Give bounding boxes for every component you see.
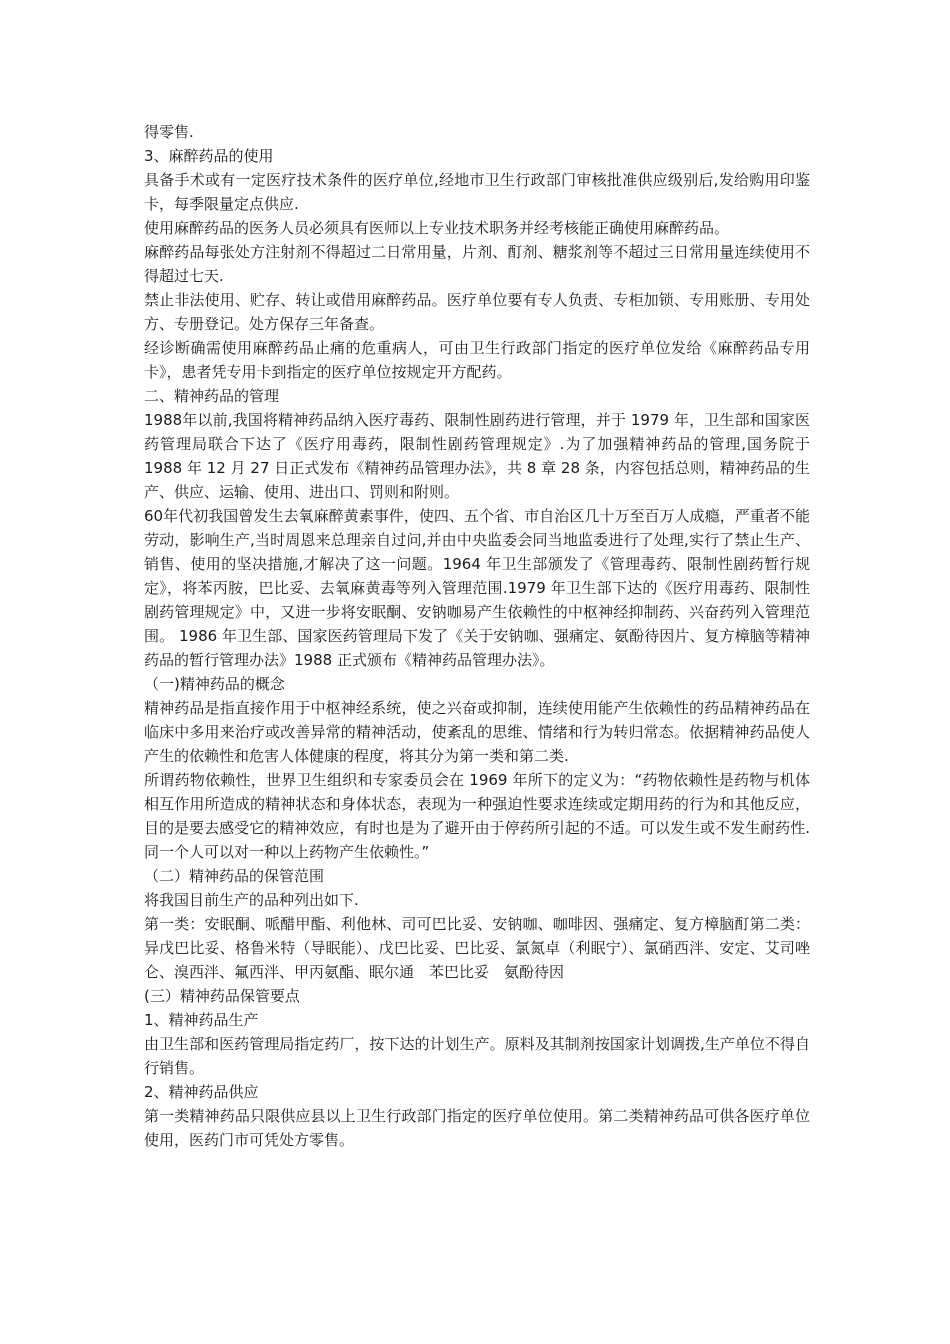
section-heading: 3、麻醉药品的使用: [144, 147, 274, 165]
body-paragraph: 麻醉药品每张处方注射剂不得超过二日常用量，片剂、酊剂、糖浆剂等不超过三日常用量连续使用不得超过七天.: [144, 243, 810, 285]
document-body: [144, 120, 810, 1152]
body-paragraph: 禁止非法使用、贮存、转让或借用麻醉药品。医疗单位要有专人负责、专柜加锁、专用账册、专用处方、专册登记。处方保存三年备查。: [144, 291, 810, 333]
body-paragraph: 第一类精神药品只限供应县以上卫生行政部门指定的医疗单位使用。第二类精神药品可供各医疗单位使用，医药门市可凭处方零售。: [144, 1107, 810, 1149]
section-heading: (三）精神药品保管要点: [144, 987, 300, 1005]
section-heading: （二）精神药品的保管范围: [144, 867, 325, 885]
section-heading: （一)精神药品的概念: [144, 675, 285, 693]
body-paragraph: 得零售.: [144, 123, 194, 141]
section-heading: 2、精神药品供应: [144, 1083, 259, 1101]
body-paragraph: 具备手术或有一定医疗技术条件的医疗单位,经地市卫生行政部门审核批准供应级别后,发给购用印鉴卡，每季限量定点供应.: [144, 171, 810, 213]
body-paragraph: 使用麻醉药品的医务人员必须具有医师以上专业技术职务并经考核能正确使用麻醉药品。: [144, 219, 730, 237]
body-paragraph: 1988年以前,我国将精神药品纳入医疗毒药、限制性剧药进行管理，并于 1979 年，卫生部和国家医药管理局联合下达了《医疗用毒药，限制性剧药管理规定》.为了加强精神药品的管理,国务院于 1988 年 12 月 27 日正式发布《精神药品管理办法》，共 8 章 28 条，内容包括总则，精神药品的生产、供应、运输、使用、进出口、罚则和附则。: [144, 411, 810, 501]
body-paragraph: 所谓药物依赖性，世界卫生组织和专家委员会在 1969 年所下的定义为：“药物依赖性是药物与机体相互作用所造成的精神状态和身体状态，表现为一种强迫性要求连续或定期用药的行为和其他反应，目的是要去感受它的精神效应，有时也是为了避开由于停药所引起的不适。可以发生或不发生耐药性.同一个人可以对一种以上药物产生依赖性。”: [144, 771, 810, 861]
body-paragraph: 60年代初我国曾发生去氧麻醉黄素事件，使四、五个省、市自治区几十万至百万人成瘾，严重者不能劳动，影响生产,当时周恩来总理亲自过问,并由中央监委会同当地监委进行了处理,实行了禁止生产、销售、使用的坚决措施,才解决了这一问题。1964 年卫生部颁发了《管理毒药、限制性剧药暂行规定》，将苯丙胺，巴比妥、去氧麻黄毒等列入管理范围.1979 年卫生部下达的《医疗用毒药、限制性剧药管理规定》中，又进一步将安眠酮、安钠咖易产生依赖性的中枢神经抑制药、兴奋药列入管理范围。 1986 年卫生部、国家医药管理局下发了《关于安钠咖、强痛定、氨酚待因片、复方樟脑等精神药品的暂行管理办法》1988 正式颁布《精神药品管理办法》。: [144, 507, 810, 669]
section-heading: 二、精神药品的管理: [144, 387, 280, 405]
body-paragraph: 经诊断确需使用麻醉药品止痛的危重病人，可由卫生行政部门指定的医疗单位发给《麻醉药品专用卡》，患者凭专用卡到指定的医疗单位按规定开方配药。: [144, 339, 810, 381]
body-paragraph: 将我国目前生产的品种列出如下.: [144, 891, 359, 909]
body-paragraph: 第一类：安眠酮、哌醋甲酯、利他林、司可巴比妥、安钠咖、咖啡因、强痛定、复方樟脑酊第二类：异戊巴比妥、格鲁米特（导眠能）、戊巴比妥、巴比妥、氯氮卓（利眠宁）、氯硝西泮、安定、艾司唑仑、溴西泮、氟西泮、甲丙氨酯、眠尔通 苯巴比妥 氨酚待因: [144, 915, 810, 981]
section-heading: 1、精神药品生产: [144, 1011, 259, 1029]
body-paragraph: 精神药品是指直接作用于中枢神经系统，使之兴奋或抑制，连续使用能产生依赖性的药品精神药品在临床中多用来治疗或改善异常的精神活动，使紊乱的思维、情绪和行为转归常态。依据精神药品使人产生的依赖性和危害人体健康的程度，将其分为第一类和第二类.: [144, 699, 810, 765]
body-paragraph: 由卫生部和医药管理局指定药厂，按下达的计划生产。原料及其制剂按国家计划调拨,生产单位不得自行销售。: [144, 1035, 810, 1077]
